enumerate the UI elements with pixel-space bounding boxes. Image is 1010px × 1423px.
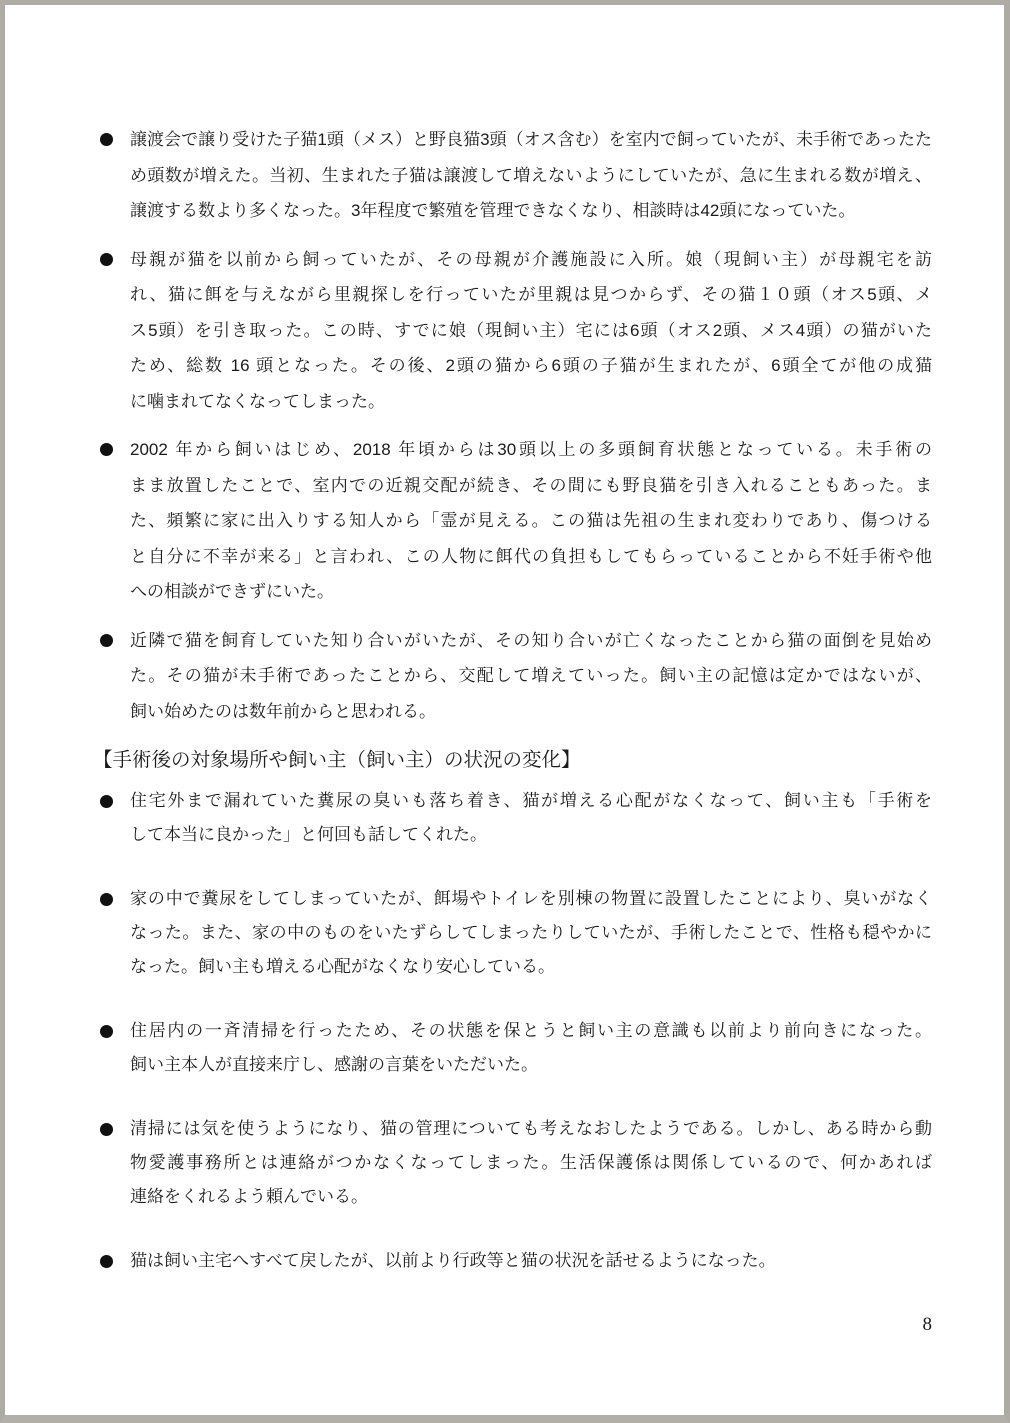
text-line: 近隣で猫を飼育していた知り合いがいたが、その知り合いが亡くなったことから猫の面倒を見始め xyxy=(130,630,932,650)
bullet-item xyxy=(93,242,932,420)
text-line: 譲渡する数より多くなった。3年程度で繁殖を管理できなくなり、相談時は42頭になっていた。 xyxy=(130,201,856,220)
text-line: に噛まれてなくなってしまった。 xyxy=(130,391,385,411)
bullet-item xyxy=(93,432,932,610)
text-line: 飼い主本人が直接来庁し、感謝の言葉をいただいた。 xyxy=(130,1055,538,1074)
bullet-text xyxy=(130,432,932,610)
bullet-text xyxy=(130,1112,932,1214)
bullet-text xyxy=(130,122,932,229)
text-line: まま放置したことで、室内での近親交配が続き、その間にも野良猫を引き入れることもあった。ま xyxy=(130,475,932,495)
text-line: 母親が猫を以前から飼っていたが、その母親が介護施設に入所。娘（現飼い主）が母親宅を訪 xyxy=(130,249,932,269)
page-number: 8 xyxy=(922,1314,932,1335)
bullet-list-cases xyxy=(93,122,932,729)
bullet-icon xyxy=(100,893,113,906)
bullet-item xyxy=(93,882,932,984)
text-line: して本当に良かった」と何回も話してくれた。 xyxy=(130,825,487,844)
bullet-list-changes xyxy=(93,784,932,1278)
bullet-item xyxy=(93,122,932,229)
text-line: 住宅外まで漏れていた糞尿の臭いも落ち着き、猫が増える心配がなくなって、飼い主も「手術を xyxy=(130,791,932,810)
text-line: ため、総数 16 頭となった。その後、2頭の猫から6頭の子猫が生まれたが、6頭全てが他の成猫 xyxy=(130,356,932,375)
bullet-item xyxy=(93,1014,932,1082)
bullet-item xyxy=(93,1112,932,1214)
text-line: 清掃には気を使うようになり、猫の管理についても考えなおしたようである。しかし、ある時から動 xyxy=(130,1119,932,1138)
bullet-icon xyxy=(100,443,113,456)
text-line: 家の中で糞尿をしてしまっていたが、餌場やトイレを別棟の物置に設置したことにより、臭いがなく xyxy=(130,889,932,908)
text-line: 2002 年から飼いはじめ、2018 年頃からは30頭以上の多頭飼育状態となっている。未手術の xyxy=(130,440,932,459)
text-line: 住居内の一斉清掃を行ったため、その状態を保とうと飼い主の意識も以前より前向きになった。 xyxy=(130,1021,932,1040)
text-line: め頭数が増えた。当初、生まれた子猫は譲渡して増えないようにしていたが、急に生まれる数が増え、 xyxy=(130,165,932,185)
bullet-icon xyxy=(100,1025,113,1038)
bullet-icon xyxy=(100,795,113,808)
bullet-icon xyxy=(100,634,113,647)
text-line: なった。また、家の中のものをいたずらしてしまったりしていたが、手術したことで、性格も穏やかに xyxy=(130,923,932,942)
text-line: た、頻繁に家に出入りする知人から「霊が見える。この猫は先祖の生まれ変わりであり、傷つける xyxy=(130,511,932,530)
bullet-icon xyxy=(100,1123,113,1136)
bullet-text xyxy=(130,242,932,420)
text-line: なった。飼い主も増える心配がなくなり安心している。 xyxy=(130,957,555,976)
bullet-icon xyxy=(100,133,113,146)
text-line: た。その猫が未手術であったことから、交配して増えていった。飼い主の記憶は定かではないが、 xyxy=(130,666,932,685)
bullet-text xyxy=(130,1244,932,1278)
bullet-text xyxy=(130,623,932,730)
bullet-item xyxy=(93,623,932,730)
text-line: と自分に不幸が来る」と言われ、この人物に餌代の負担もしてもらっていることから不妊手術や他 xyxy=(130,546,932,566)
bullet-text xyxy=(130,784,932,852)
text-line: への相談ができずにいた。 xyxy=(130,582,334,601)
bullet-icon xyxy=(100,1255,113,1268)
text-line: 物愛護事務所とは連絡がつかなくなってしまった。生活保護係は関係しているので、何かあれば xyxy=(130,1153,932,1172)
text-line: 猫は飼い主宅へすべて戻したが、以前より行政等と猫の状況を話せるようになった。 xyxy=(130,1251,776,1270)
bullet-item xyxy=(93,1244,932,1278)
text-line: 連絡をくれるよう頼んでいる。 xyxy=(130,1187,368,1206)
text-line: 飼い始めたのは数年前からと思われる。 xyxy=(130,701,436,721)
bullet-text xyxy=(130,882,932,984)
bullet-text xyxy=(130,1014,932,1082)
text-line: 譲渡会で譲り受けた子猫1頭（メス）と野良猫3頭（オス含む）を室内で飼っていたが、未手術であったた xyxy=(130,130,932,149)
section-heading: 【手術後の対象場所や飼い主（飼い主）の状況の変化】 xyxy=(93,749,581,771)
text-line: ス5頭）を引き取った。この時、すでに娘（現飼い主）宅には6頭（オス2頭、メス4頭）の猫がいた xyxy=(130,320,932,340)
text-line: れ、猫に餌を与えながら里親探しを行っていたが里親は見つからず、その猫１０頭（オス5頭、メ xyxy=(130,285,932,304)
bullet-icon xyxy=(100,253,113,266)
bullet-item xyxy=(93,784,932,852)
